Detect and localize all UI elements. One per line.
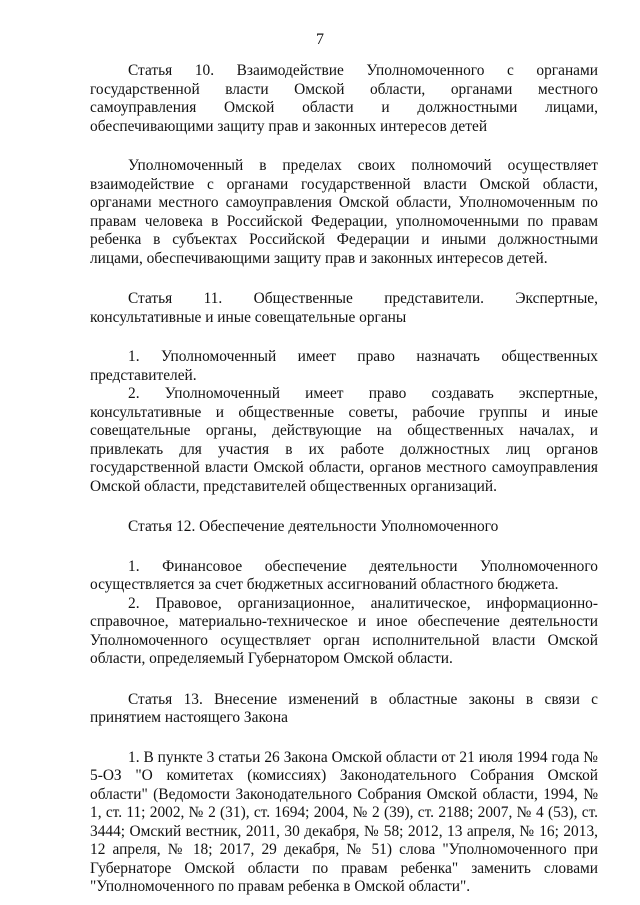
article-12 xyxy=(90,518,598,669)
article-13-item-1: 1. В пункте 3 статьи 26 Закона Омской области от 21 июля 1994 года № 5-ОЗ "О комитетах (комиссиях) Законодательного Собрания Омской области" (Ведомости Законодательного Собрания Омской области, 1994, № 1, ст. 11; 2002, № 2 (31), ст. 1694; 2004, № 2 (39), ст. 2188; 2007, № 4 (53), ст. 3444; Омский вестник, 2011, 30 декабря, № 58; 2012, 13 апреля, № 16; 2013, 12 апреля, № 18; 2017, 29 декабря, № 51) слова "Уполномоченного при Губернаторе Омской области по правам ребенка" заменить словами "Уполномоченного по правам ребенка в Омской области". xyxy=(90,748,598,895)
spacer xyxy=(90,496,598,518)
article-11-item-2: 2. Уполномоченный имеет право создавать экспертные, консультативные и общественные советы, рабочие группы и иные совещательные органы, действующие на общественных началах, и привлекать для участия в их работе должностных лиц органов государственной власти Омской области, органов местного самоуправления Омской области, представителей общественных организаций. xyxy=(90,385,598,495)
article-10-body: Уполномоченный в пределах своих полномочий осуществляет взаимодействие с органами государственной власти Омской области, органами местного самоуправления Омской области, Уполномоченным по правам человека в Российской Федерации, уполномоченными по правам ребенка в субъектах Российской Федерации и иными должностными лицами, обеспечивающими защиту прав и законных интересов детей. xyxy=(90,157,598,267)
article-12-item-2: 2. Правовое, организационное, аналитическое, информационно-справочное, материально-техническое и иное обеспечение деятельности Уполномоченного осуществляет орган исполнительной власти Омской области, определяемый Губернатором Омской области. xyxy=(90,594,598,667)
spacer xyxy=(90,268,598,290)
article-13 xyxy=(90,691,598,897)
article-13-heading: Статья 13. Внесение изменений в областные законы в связи с принятием настоящего Закона xyxy=(90,690,598,726)
article-11-item-1: 1. Уполномоченный имеет право назначать общественных представителей. xyxy=(90,348,598,384)
article-10 xyxy=(90,62,598,268)
spacer xyxy=(90,728,598,749)
spacer xyxy=(90,669,598,691)
spacer xyxy=(90,136,598,157)
page-number: 7 xyxy=(316,31,324,48)
article-11 xyxy=(90,290,598,496)
spacer xyxy=(90,327,598,348)
article-12-heading: Статья 12. Обеспечение деятельности Уполномоченного xyxy=(128,518,499,535)
spacer xyxy=(90,537,598,558)
article-12-item-1: 1. Финансовое обеспечение деятельности Уполномоченного осуществляется за счет бюджетных ассигнований областного бюджета. xyxy=(90,557,598,593)
document-body xyxy=(90,62,598,897)
article-10-heading: Статья 10. Взаимодействие Уполномоченного с органами государственной власти Омской области, органами местного самоуправления Омской области и должностными лицами, обеспечивающими защиту прав и законных интересов детей xyxy=(90,62,598,135)
article-11-heading: Статья 11. Общественные представители. Экспертные, консультативные и иные совещательные органы xyxy=(90,290,598,326)
